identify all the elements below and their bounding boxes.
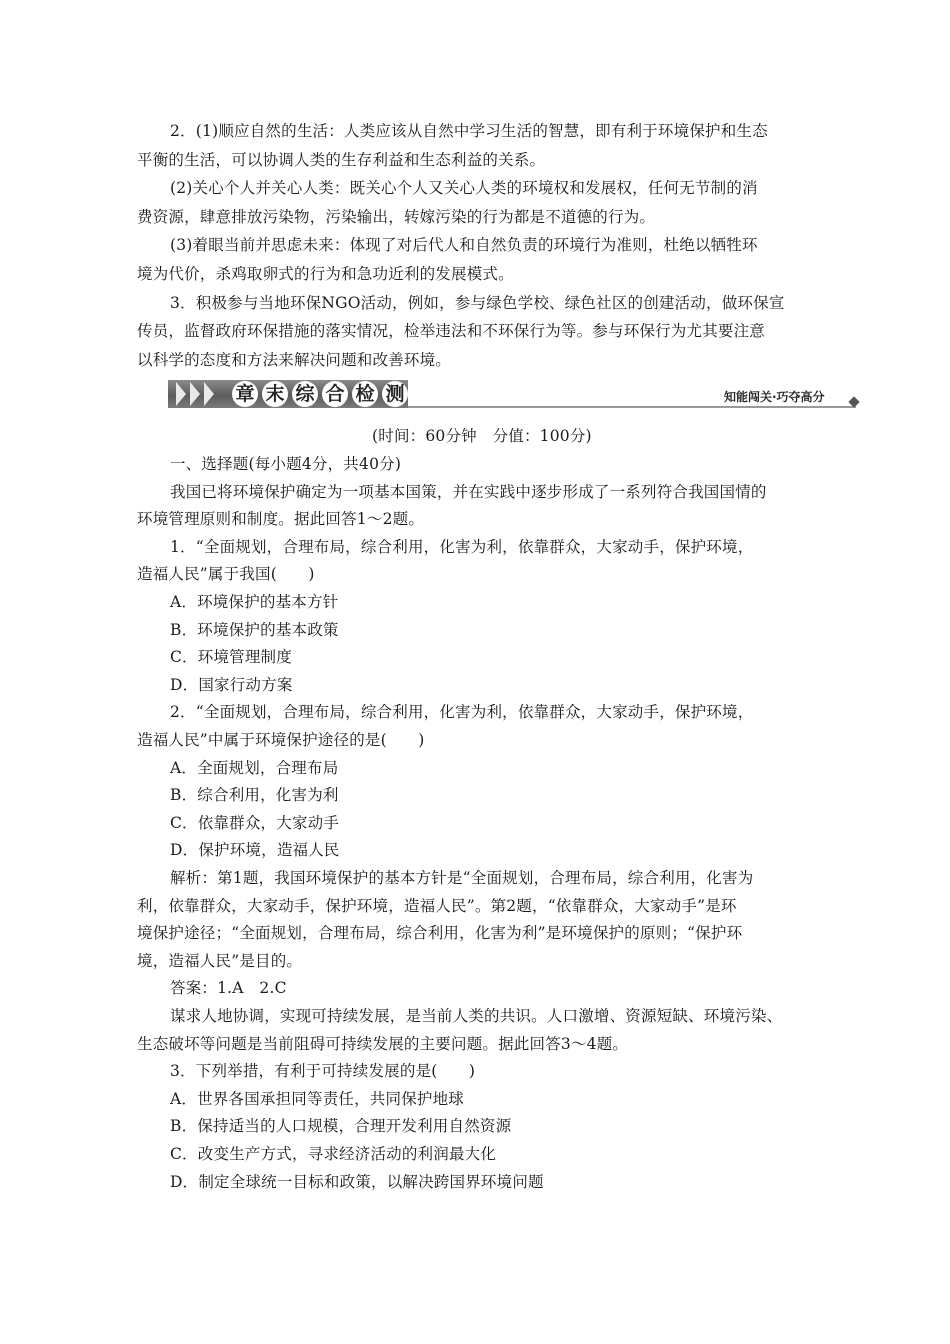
text-line: A．全面规划，合理布局	[170, 758, 339, 777]
text-line: C．环境管理制度	[170, 648, 292, 667]
text-line: 境为代价，杀鸡取卵式的行为和急功近利的发展模式。	[137, 265, 514, 283]
banner-title-char: 综	[292, 381, 318, 407]
text-line: 2．“全面规划，合理布局，综合利用，化害为利，依靠群众，大家动手，保护环境，	[170, 703, 754, 722]
text-line: 2．(1)顺应自然的生活：人类应该从自然中学习生活的智慧，即有利于环境保护和生态	[170, 122, 768, 140]
text-line: 1．“全面规划，合理布局，综合利用，化害为利，依靠群众，大家动手，保护环境，	[170, 537, 754, 556]
text-line: 一、选择题(每小题4分，共40分)	[170, 455, 402, 473]
text-line: 以科学的态度和方法来解决问题和改善环境。	[137, 350, 452, 369]
text-line: 传员，监督政府环保措施的落实情况，检举违法和不环保行为等。参与环保行为尤其要注意	[137, 322, 766, 341]
banner-title-char: 末	[262, 381, 288, 407]
text-line: C．改变生产方式，寻求经济活动的利润最大化	[170, 1145, 497, 1163]
text-line: 造福人民”中属于环境保护途径的是( )	[137, 731, 425, 749]
text-line: 我国已将环境保护确定为一项基本国策，并在实践中逐步形成了一系列符合我国国情的	[170, 482, 767, 501]
text-line: 造福人民”属于我国( )	[137, 565, 315, 584]
text-line: 境保护途径；“全面规划，合理布局，综合利用，化害为利”是环境保护的原则；“保护环	[137, 924, 743, 943]
chevron-right-icon	[190, 382, 200, 406]
text-line: D．制定全球统一目标和政策，以解决跨国界环境问题	[170, 1172, 544, 1191]
text-line: B．环境保护的基本政策	[170, 620, 339, 639]
text-line: A．环境保护的基本方针	[170, 593, 339, 611]
text-line: 谋求人地协调，实现可持续发展，是当前人类的共识。人口激增、资源短缺、环境污染、	[170, 1007, 783, 1025]
text-line: 境，造福人民”是目的。	[137, 951, 303, 970]
text-line: 3．下列举措，有利于可持续发展的是( )	[170, 1062, 476, 1081]
chevron-right-icon	[204, 382, 214, 406]
banner-title	[232, 381, 408, 407]
chevron-right-icon	[176, 382, 186, 406]
text-line: 答案：1.A 2.C	[170, 979, 287, 998]
banner-title-char: 检	[352, 381, 378, 407]
text-line: 3．积极参与当地环保NGO活动，例如，参与绿色学校、绿色社区的创建活动，做环保宣	[170, 293, 785, 312]
banner-title-char: 合	[322, 381, 348, 407]
section-banner	[168, 378, 860, 412]
text-line: 利，依靠群众，大家动手，保护环境，造福人民”。第2题，“依靠群众，大家动手”是环	[137, 896, 737, 915]
text-line: D．国家行动方案	[170, 675, 293, 694]
text-line: B．保持适当的人口规模，合理开发利用自然资源	[170, 1117, 512, 1136]
text-line: 费资源，肆意排放污染物，污染输出，转嫁污染的行为都是不道德的行为。	[137, 207, 656, 226]
text-line: A．世界各国承担同等责任，共同保护地球	[170, 1089, 464, 1108]
text-line: (2)关心个人并关心人类：既关心个人又关心人类的环境权和发展权，任何无节制的消	[170, 179, 758, 198]
text-line: B．综合利用，化害为利	[170, 786, 339, 805]
banner-title-char: 章	[232, 381, 258, 407]
text-line: (3)着眼当前并思虑未来：体现了对后代人和自然负责的环境行为准则，杜绝以牺牲环	[170, 236, 758, 255]
exam-info: (时间：60分钟 分值：100分)	[372, 427, 592, 445]
text-line: 生态破坏等问题是当前阻碍可持续发展的主要问题。据此回答3～4题。	[137, 1034, 629, 1053]
text-line: 环境管理原则和制度。据此回答1～2题。	[137, 510, 425, 529]
banner-rule	[408, 406, 856, 408]
banner-title-char: 测	[382, 381, 408, 407]
text-line: 平衡的生活，可以协调人类的生存利益和生态利益的关系。	[137, 150, 546, 169]
text-line: 解析：第1题，我国环境保护的基本方针是“全面规划，合理布局，综合利用，化害为	[170, 869, 754, 887]
banner-subtitle: 知能闯关·巧夺高分	[724, 390, 825, 404]
text-line: D．保护环境，造福人民	[170, 841, 340, 860]
text-line: C．依靠群众，大家动手	[170, 813, 340, 832]
